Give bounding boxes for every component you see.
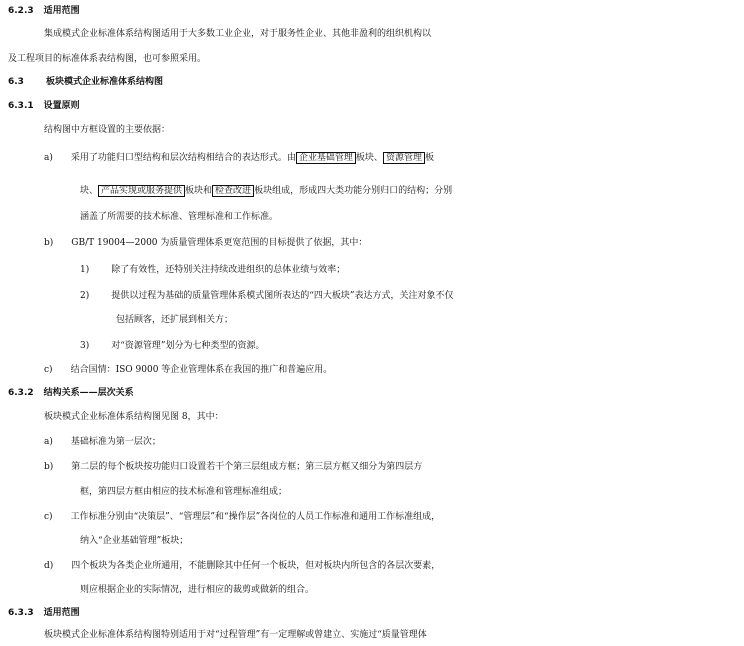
list-marker: c) (44, 512, 53, 522)
box-enterprise-basic-management: 企业基础管理 (296, 152, 356, 164)
paragraph-line: 及工程项目的标准体系表结构图，也可参照采用。 (8, 54, 207, 64)
section-title: 适用范围 (43, 6, 80, 16)
text-run: 基础标准为第一层次； (70, 437, 161, 447)
list-item-a-cont (80, 180, 744, 202)
list-marker: 2) (80, 291, 90, 301)
paragraph-line: 包括顾客，还扩展到相关方； (116, 315, 234, 325)
text-run: GB/T 19004—2000 为质量管理体系更宽范围的目标提供了依据，其中： (71, 238, 368, 248)
list-marker: b) (44, 238, 54, 248)
text-run: 采用了功能归口型结构和层次结构相结合的表达形式。由 (70, 153, 296, 163)
list-item-d (44, 555, 744, 577)
text-run: 提供以过程为基础的质量管理体系模式图所表达的“四大板块”表达方式，关注对象不仅 (111, 291, 454, 301)
section-6-3-3-heading (8, 602, 744, 624)
text-run: 除了有效性，还特别关注持续改进组织的总体业绩与效率； (111, 265, 346, 275)
section-6-3-1-heading (8, 95, 744, 117)
text-run: 第二层的每个板块按功能归口设置若干个第三层组成方框；第三层方框又细分为第四层方 (71, 462, 423, 472)
list-item-b (44, 232, 744, 254)
section-title: 适用范围 (43, 608, 80, 618)
paragraph-line: 则应根据企业的实际情况，进行相应的裁剪或做新的组合。 (80, 585, 315, 595)
section-title: 设置原则 (43, 101, 80, 111)
list-marker: a) (44, 437, 53, 447)
section-number: 6.2.3 (8, 6, 34, 16)
list-marker: 1) (80, 265, 90, 275)
list-item-c (44, 359, 744, 381)
text-run: 板块和 (185, 186, 213, 196)
section-6-3-heading (8, 71, 744, 93)
section-number: 6.3.3 (8, 608, 34, 618)
section-title: 结构关系——层次关系 (43, 388, 134, 398)
list-marker: d) (44, 561, 54, 571)
list-marker: b) (44, 462, 54, 472)
list-item-a (44, 147, 744, 169)
sub-item-3 (80, 335, 744, 357)
paragraph-line: 纳入“企业基础管理”板块； (80, 536, 189, 546)
text-run: 结合国情：ISO 9000 等企业管理体系在我国的推广和普遍应用。 (70, 365, 333, 375)
paragraph-line: 涵盖了所需要的技术标准、管理标准和工作标准。 (80, 212, 279, 222)
paragraph-line: 板块模式企业标准体系结构图见图 8，其中： (44, 412, 224, 422)
sub-item-1 (80, 259, 744, 281)
list-marker: a) (44, 153, 53, 163)
section-number: 6.3.2 (8, 388, 34, 398)
paragraph-line: 集成模式企业标准体系结构图适用于大多数工业企业，对于服务性企业、其他非盈利的组织机构以 (44, 29, 432, 39)
box-product-realization: 产品实现或服务提供 (98, 185, 185, 197)
list-item-a (44, 431, 744, 453)
list-item-b (44, 456, 744, 478)
box-check-improve: 检查改进 (212, 185, 254, 197)
text-run: 工作标准分别由“决策层”、“管理层”和“操作层”各岗位的人员工作标准和通用工作标准组成， (70, 512, 441, 522)
text-run: 四个板块为各类企业所通用，不能删除其中任何一个板块，但对板块内所包含的各层次要素， (71, 561, 441, 571)
text-run: 对“资源管理”划分为七种类型的资源。 (111, 341, 265, 351)
section-number: 6.3.1 (8, 101, 34, 111)
list-item-c (44, 506, 744, 528)
list-marker: 3) (80, 341, 90, 351)
paragraph-line: 结构图中方框设置的主要依据： (44, 125, 171, 135)
section-number: 6.3 (8, 77, 24, 87)
paragraph-line: 板块模式企业标准体系结构图特别适用于对“过程管理”有一定理解或曾建立、实施过“质量管理体 (44, 630, 427, 640)
section-6-3-2-heading (8, 382, 744, 404)
box-resource-management: 资源管理 (383, 152, 425, 164)
text-run: 板块组成，形成四大类功能分别归口的结构；分别 (254, 186, 453, 196)
text-run: 板块、 (355, 153, 383, 163)
sub-item-2 (80, 285, 744, 307)
paragraph-line: 框，第四层方框由相应的技术标准和管理标准组成； (80, 487, 288, 497)
text-run: 板 (424, 153, 434, 163)
section-6-2-3-heading (8, 0, 744, 22)
section-title: 板块模式企业标准体系结构图 (45, 77, 163, 87)
list-marker: c) (44, 365, 53, 375)
text-run: 块、 (80, 186, 99, 196)
